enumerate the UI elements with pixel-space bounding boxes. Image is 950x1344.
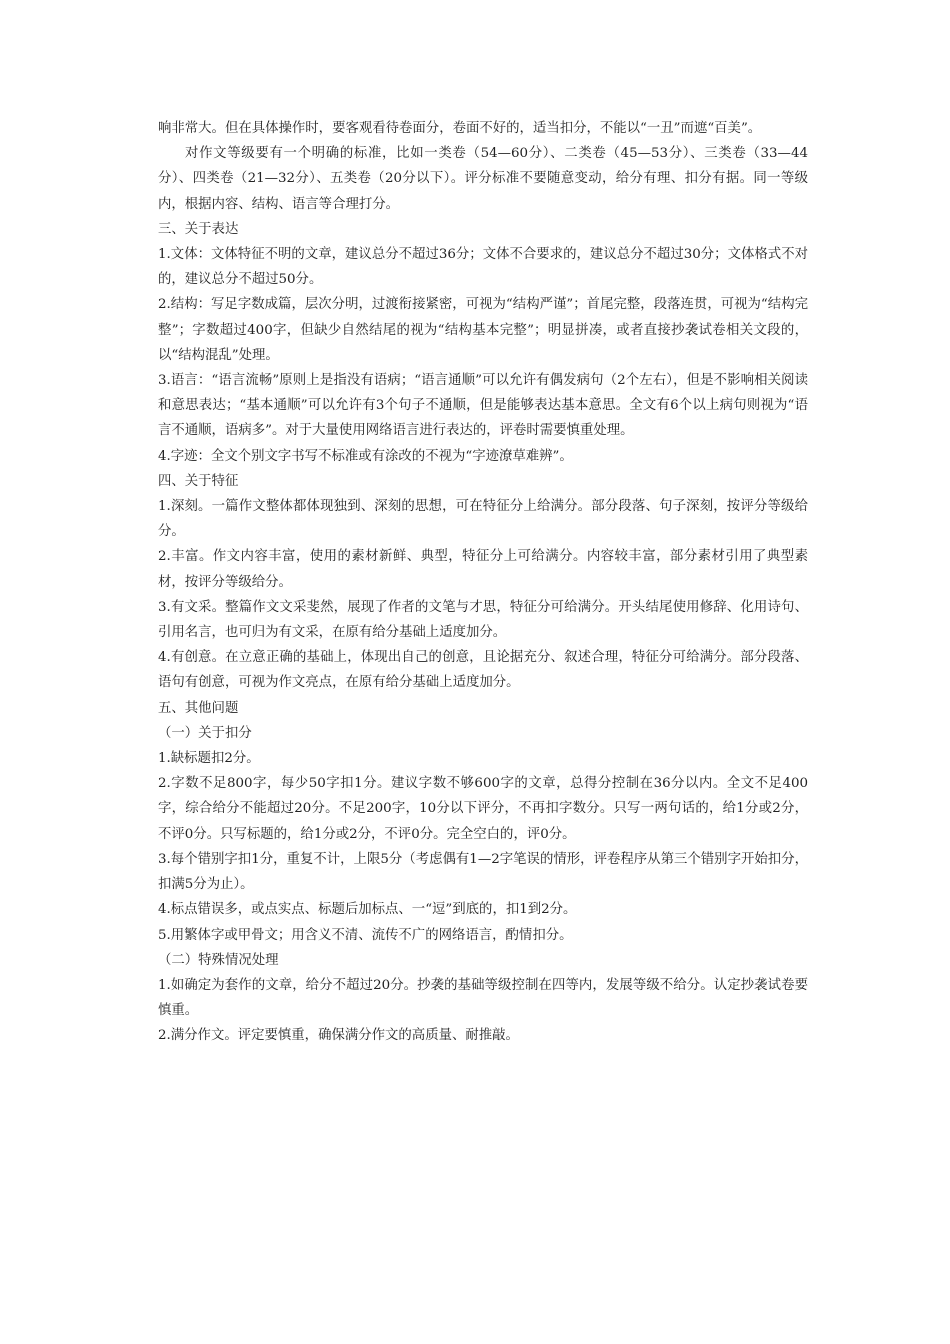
section-heading-expression: 三、关于表达 [158,221,239,237]
document-body [158,116,808,1049]
paragraph-depth: 1.深刻。一篇作文整体都体现独到、深刻的思想，可在特征分上给满分。部分段落、句子深刻，按评分等级给分。 [158,499,808,540]
paragraph-handwriting: 4.字迹：全文个别文字书写不标准或有涂改的不视为“字迹潦草难辨”。 [158,448,573,464]
paragraph-language: 3.语言：“语言流畅”原则上是指没有语病；“语言通顺”可以允许有偶发病句（2个左右），但是不影响相关阅读和意思表达；“基本通顺”可以允许有3个句子不通顺，但是能够表达基本意思。全文有6个以上病句则视为“语言不通顺，语病多”。对于大量使用网络语言进行表达的，评卷时需要慎重处理。 [158,373,808,439]
paragraph-creativity: 4.有创意。在立意正确的基础上，体现出自己的创意，且论据充分、叙述合理，特征分可给满分。部分段落、语句有创意，可视为作文亮点，在原有给分基础上适度加分。 [158,650,808,691]
paragraph-typos: 3.每个错别字扣1分，重复不计，上限5分（考虑偶有1—2字笔误的情形，评卷程序从第三个错别字开始扣分，扣满5分为止）。 [158,851,808,893]
paragraph-structure: 2.结构：写足字数成篇，层次分明，过渡衔接紧密，可视为“结构严谨”；首尾完整，段落连贯，可视为“结构完整”；字数超过400字，但缺少自然结尾的视为“结构基本完整”；明显拼凑，或者直接抄袭试卷相关文段的，以“结构混乱”处理。 [158,297,808,363]
paragraph-full-marks: 2.满分作文。评定要慎重，确保满分作文的高质量、耐推敲。 [158,1028,519,1044]
paragraph-punctuation: 4.标点错误多，或点实点、标题后加标点、一“逗”到底的，扣1到2分。 [158,902,577,918]
section-heading-features: 四、关于特征 [158,473,239,489]
paragraph-grading-standard: 对作文等级要有一个明确的标准，比如一类卷（54—60分）、二类卷（45—53分）、三类卷（33—44分）、四类卷（21—32分）、五类卷（20分以下）。评分标准不要随意变动，给分有理、扣分有据。同一等级内，根据内容、结构、语言等合理打分。 [158,146,808,212]
paragraph-literary-grace: 3.有文采。整篇作文文采斐然，展现了作者的文笔与才思，特征分可给满分。开头结尾使用修辞、化用诗句、引用名言，也可归为有文采，在原有给分基础上适度加分。 [158,599,808,641]
subsection-heading-special-cases: （二）特殊情况处理 [158,952,279,968]
paragraph-intro-continuation: 响非常大。但在具体操作时，要客观看待卷面分，卷面不好的，适当扣分，不能以“一丑”而遮“百美”。 [158,121,762,136]
section-heading-other-issues: 五、其他问题 [158,700,239,716]
paragraph-traditional-chars: 5.用繁体字或甲骨文；用含义不清、流传不广的网络语言，酌情扣分。 [158,927,573,943]
paragraph-template-essays: 1.如确定为套作的文章，给分不超过20分。抄袭的基础等级控制在四等内，发展等级不给分。认定抄袭试卷要慎重。 [158,977,808,1019]
paragraph-genre: 1.文体：文体特征不明的文章，建议总分不超过36分；文体不合要求的，建议总分不超过30分；文体格式不对的，建议总分不超过50分。 [158,247,808,288]
paragraph-word-count: 2.字数不足800字，每少50字扣1分。建议字数不够600字的文章，总得分控制在36分以内。全文不足400字，综合给分不能超过20分。不足200字，10分以下评分，不再扣字数分。只写一两句话的，给1分或2分，不评0分。只写标题的，给1分或2分，不评0分。完全空白的，评0分。 [158,776,808,842]
subsection-heading-deductions: （一）关于扣分 [158,725,252,741]
paragraph-richness: 2.丰富。作文内容丰富，使用的素材新鲜、典型，特征分上可给满分。内容较丰富，部分素材引用了典型素材，按评分等级给分。 [158,549,808,590]
paragraph-missing-title: 1.缺标题扣2分。 [158,751,260,767]
